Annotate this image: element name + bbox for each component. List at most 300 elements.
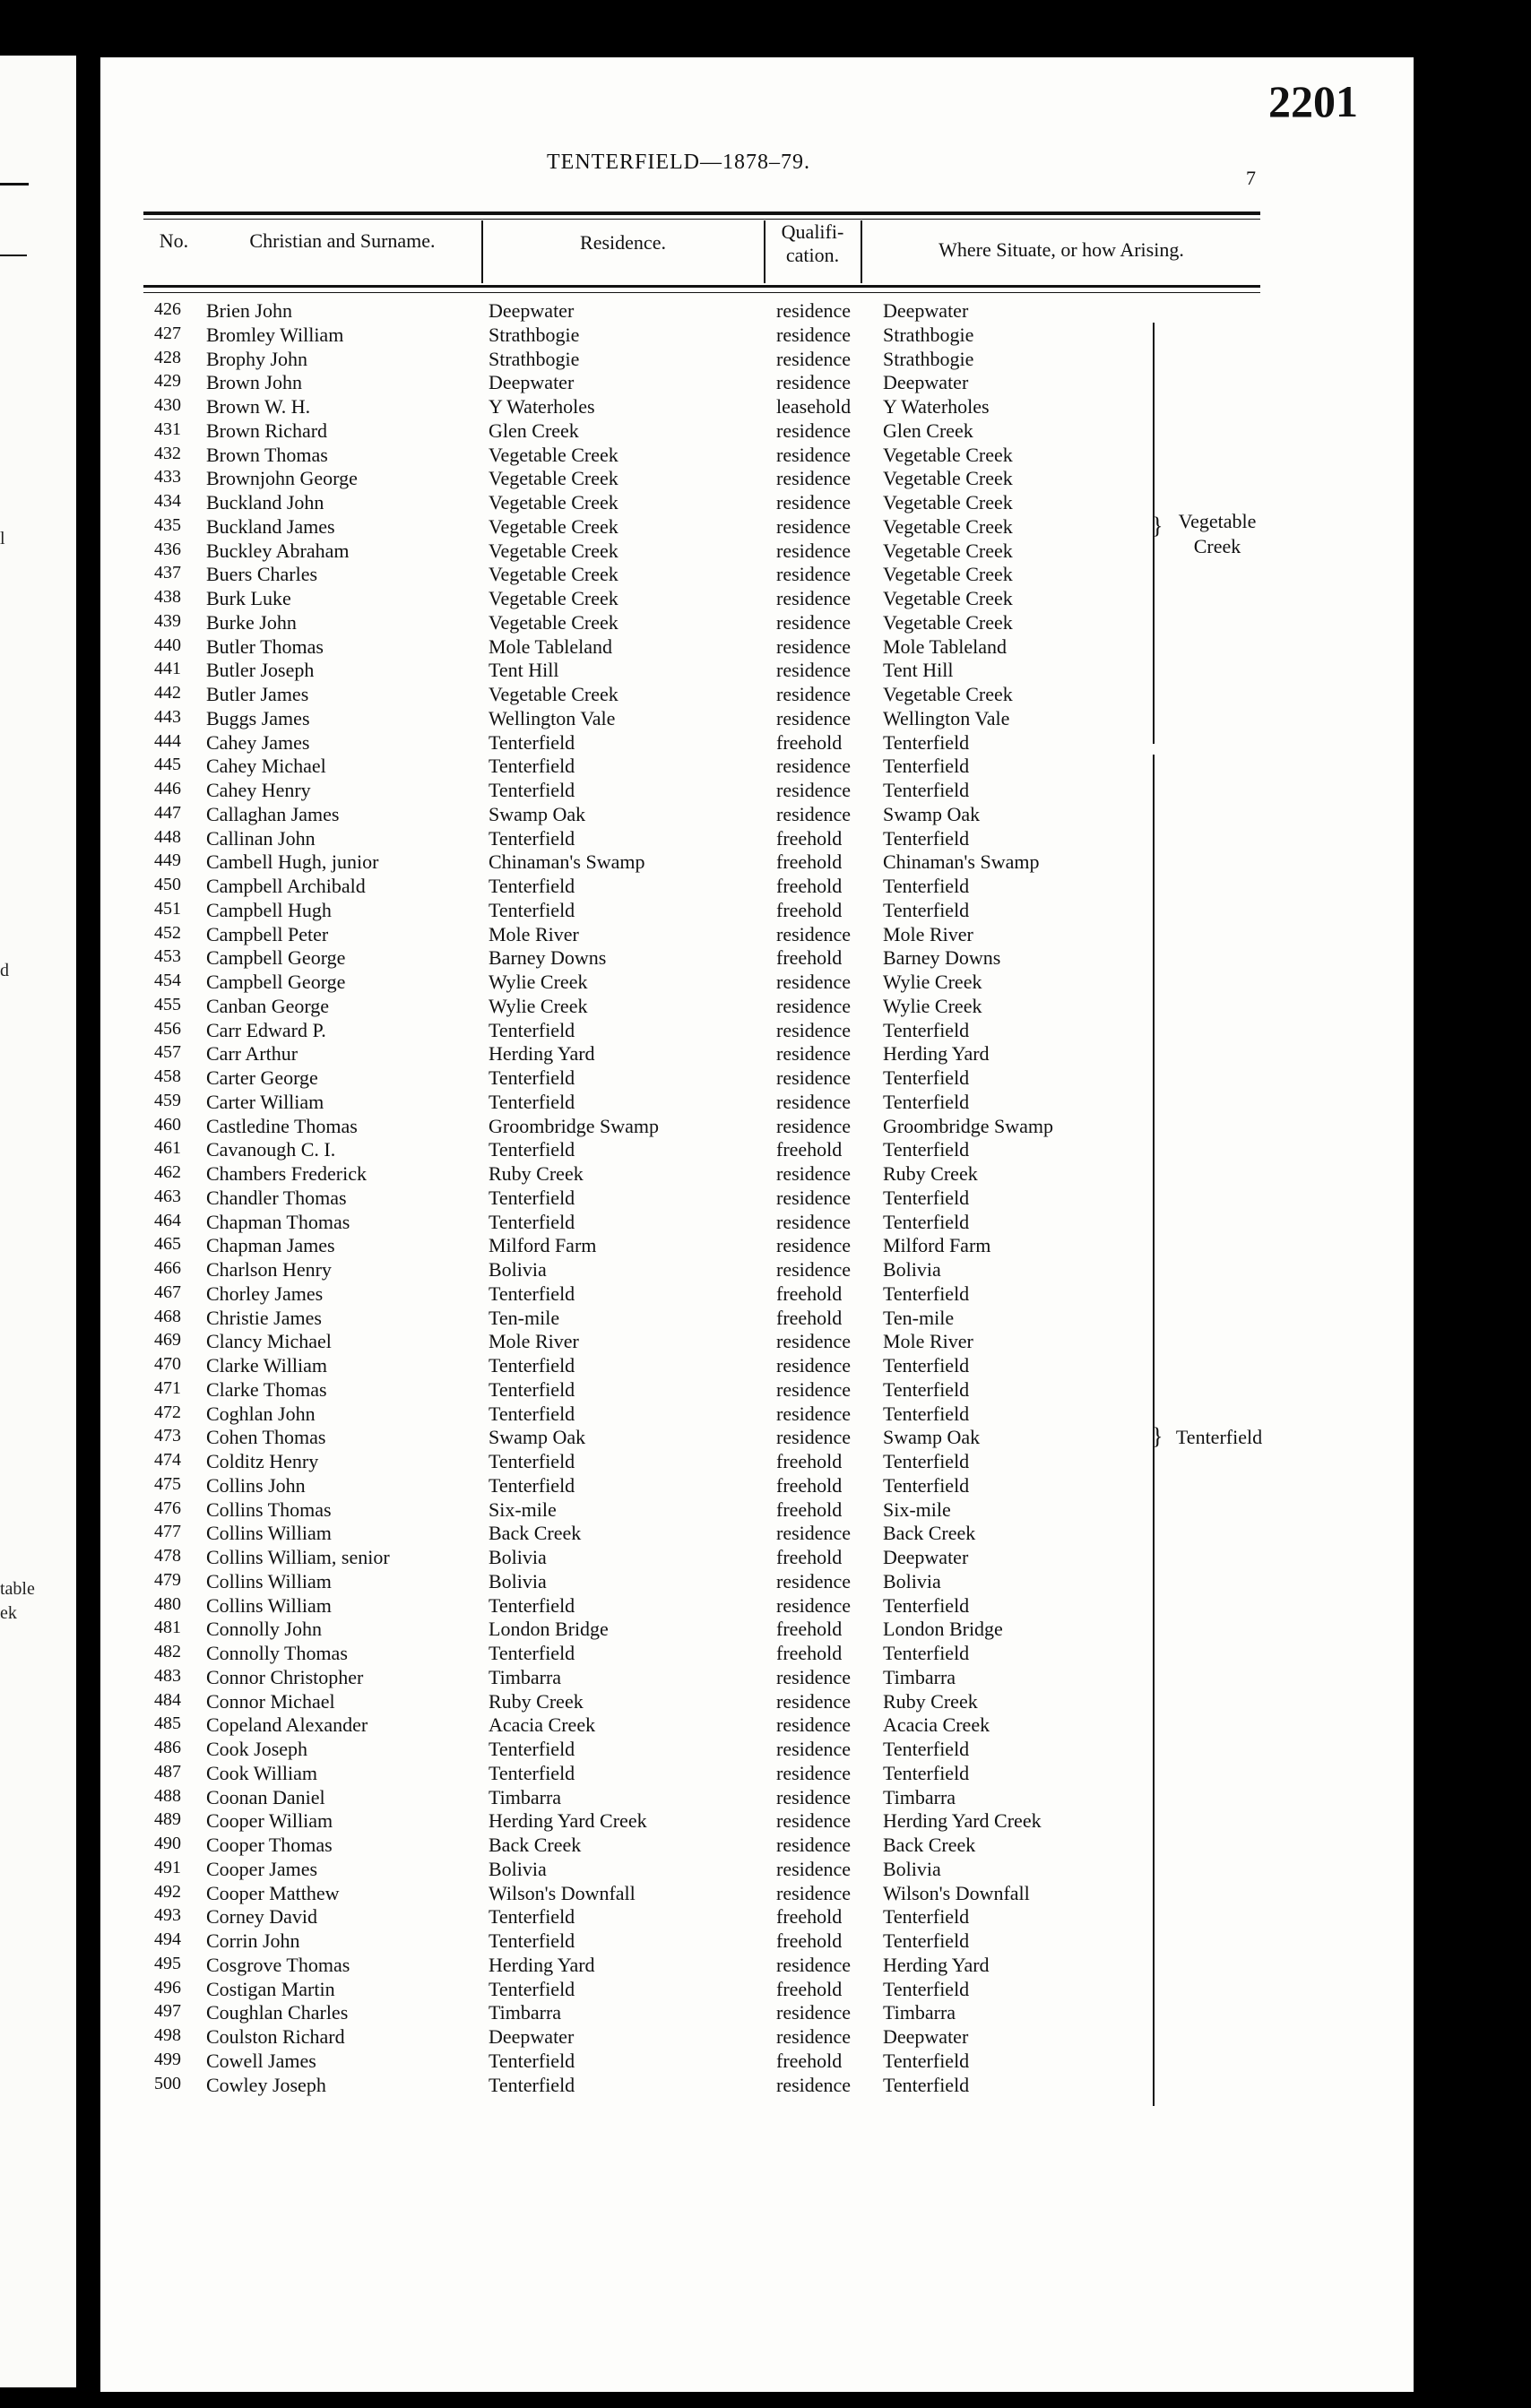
entry-where-situate: Barney Downs [883, 946, 1001, 970]
group-label-tenterfield: Tenterfield [1175, 1426, 1263, 1448]
entry-qualification: residence [776, 1785, 852, 1808]
entry-number: 455 [154, 994, 181, 1014]
entry-residence: Tenterfield [489, 1282, 575, 1305]
entry-residence: Vegetable Creek [489, 563, 618, 586]
table-row [100, 995, 1414, 1019]
entry-number: 481 [154, 1618, 181, 1638]
table-row [100, 1234, 1414, 1258]
entry-qualification: residence [776, 1186, 852, 1209]
entry-where-situate: Back Creek [883, 1834, 976, 1856]
entry-name: Buckland John [206, 491, 324, 514]
entry-residence: Swamp Oak [489, 802, 586, 825]
table-row [100, 1115, 1414, 1139]
entry-number: 439 [154, 610, 181, 631]
entry-residence: Tenterfield [489, 1377, 575, 1401]
header-top-rule-thin [143, 219, 1260, 220]
entry-residence: Timbarra [489, 1785, 562, 1808]
entry-number: 452 [154, 922, 181, 943]
entry-residence: Mole River [489, 1330, 579, 1353]
entry-name: Copeland Alexander [206, 1713, 368, 1737]
entry-qualification: residence [776, 587, 852, 609]
entry-number: 474 [154, 1450, 181, 1470]
entry-name: Cowley Joseph [206, 2073, 326, 2096]
table-row [100, 1138, 1414, 1162]
entry-qualification: residence [776, 371, 852, 394]
table-row [100, 1809, 1414, 1834]
entry-number: 480 [154, 1593, 181, 1614]
entry-qualification: residence [776, 443, 852, 466]
entry-name: Campbell George [206, 946, 346, 970]
entry-where-situate: Deepwater [883, 299, 969, 322]
entry-qualification: residence [776, 1689, 852, 1713]
table-row [100, 1834, 1414, 1858]
table-row [100, 1450, 1414, 1474]
entry-name: Carr Edward P. [206, 1018, 326, 1041]
entry-where-situate: Timbarra [883, 1665, 956, 1688]
entry-where-situate: Tenterfield [883, 826, 970, 850]
entry-name: Campbell Hugh [206, 898, 332, 921]
entry-number: 460 [154, 1114, 181, 1135]
entry-residence: Tenterfield [489, 755, 575, 778]
table-row [100, 1666, 1414, 1690]
table-row [100, 1211, 1414, 1235]
table-row [100, 348, 1414, 372]
table-row [100, 1187, 1414, 1211]
entry-number: 467 [154, 1282, 181, 1302]
entry-number: 485 [154, 1713, 181, 1734]
entry-name: Brown John [206, 371, 302, 394]
entry-qualification: residence [776, 1834, 852, 1856]
entry-number: 458 [154, 1066, 181, 1086]
entry-name: Campbell George [206, 971, 346, 993]
entry-name: Chorley James [206, 1282, 324, 1305]
entry-number: 435 [154, 514, 181, 535]
entry-number: 491 [154, 1857, 181, 1877]
table-row [100, 587, 1414, 611]
entry-residence: Vegetable Creek [489, 514, 618, 538]
entry-where-situate: Tenterfield [883, 1018, 970, 1041]
entry-qualification: freehold [776, 1618, 843, 1641]
entry-number: 444 [154, 730, 181, 751]
entry-residence: Bolivia [489, 1546, 547, 1568]
entry-qualification: residence [776, 1210, 852, 1233]
entry-residence: Tenterfield [489, 1905, 575, 1929]
entry-qualification: freehold [776, 1450, 843, 1472]
entry-name: Callaghan James [206, 802, 340, 825]
entry-number: 465 [154, 1234, 181, 1255]
facing-page-rule [0, 255, 27, 256]
group-bracket-tip: } [1152, 1423, 1163, 1449]
entry-name: Cook Joseph [206, 1738, 308, 1760]
column-separator [764, 220, 766, 283]
entry-qualification: residence [776, 1809, 852, 1833]
entry-qualification: residence [776, 1522, 852, 1545]
entry-residence: Deepwater [489, 2025, 575, 2048]
entry-number: 469 [154, 1330, 181, 1351]
entry-name: Chambers Frederick [206, 1162, 367, 1185]
entry-qualification: freehold [776, 1977, 843, 2000]
header-top-rule [143, 211, 1260, 215]
entry-number: 440 [154, 634, 181, 655]
entry-name: Costigan Martin [206, 1977, 335, 2000]
entry-qualification: residence [776, 2001, 852, 2024]
entry-qualification: freehold [776, 1905, 843, 1929]
table-row [100, 827, 1414, 851]
table-row [100, 1690, 1414, 1714]
entry-where-situate: Tenterfield [883, 875, 970, 897]
table-row [100, 1713, 1414, 1738]
entry-number: 489 [154, 1809, 181, 1830]
entry-number: 450 [154, 875, 181, 894]
table-row [100, 1905, 1414, 1929]
entry-name: Burk Luke [206, 587, 291, 609]
group-bracket-tip: } [1152, 513, 1163, 539]
entry-where-situate: Tenterfield [883, 1905, 970, 1929]
entry-qualification: residence [776, 2073, 852, 2096]
entry-residence: Six-mile [489, 1497, 557, 1521]
entry-where-situate: Chinaman's Swamp [883, 850, 1040, 874]
entry-qualification: leasehold [776, 395, 852, 418]
entry-name: Connor Michael [206, 1689, 335, 1713]
entry-qualification: residence [776, 514, 852, 538]
entry-number: 431 [154, 419, 181, 439]
entry-where-situate: Tenterfield [883, 1090, 970, 1113]
table-row [100, 923, 1414, 947]
entry-number: 471 [154, 1377, 181, 1398]
entry-number: 449 [154, 850, 181, 871]
entry-qualification: residence [776, 755, 852, 778]
entry-number: 462 [154, 1162, 181, 1182]
entry-where-situate: Tenterfield [883, 1761, 970, 1784]
table-row [100, 2001, 1414, 2025]
header-no: No. [159, 229, 189, 252]
entry-qualification: residence [776, 659, 852, 682]
entry-name: Collins William [206, 1593, 332, 1617]
entry-where-situate: Vegetable Creek [883, 443, 1013, 466]
entry-residence: Tenterfield [489, 1138, 575, 1161]
entry-name: Coonan Daniel [206, 1785, 325, 1808]
entry-where-situate: Six-mile [883, 1497, 951, 1521]
entry-qualification: residence [776, 1593, 852, 1617]
entry-residence: Bolivia [489, 1258, 547, 1281]
entry-where-situate: Tenterfield [883, 1473, 970, 1497]
entry-where-situate: Swamp Oak [883, 1426, 981, 1449]
entry-name: Clarke Thomas [206, 1377, 327, 1401]
entry-qualification: freehold [776, 898, 843, 921]
entry-qualification: freehold [776, 1929, 843, 1952]
entry-residence: Milford Farm [489, 1234, 597, 1257]
entry-where-situate: Wilson's Downfall [883, 1881, 1030, 1904]
entry-where-situate: Timbarra [883, 2001, 956, 2024]
entry-residence: Wellington Vale [489, 706, 616, 729]
entry-name: Coughlan Charles [206, 2001, 349, 2024]
table-row [100, 1498, 1414, 1523]
entry-where-situate: Tenterfield [883, 1593, 970, 1617]
entry-qualification: freehold [776, 1306, 843, 1329]
table-row [100, 1618, 1414, 1642]
entry-residence: Tent Hill [489, 659, 559, 682]
entry-number: 464 [154, 1210, 181, 1230]
facing-page-fragment: d [0, 961, 9, 980]
table-row [100, 850, 1414, 875]
entry-qualification: residence [776, 299, 852, 322]
entry-name: Campbell Peter [206, 922, 329, 945]
entry-where-situate: Ruby Creek [883, 1689, 978, 1713]
entry-name: Clarke William [206, 1354, 327, 1377]
entry-where-situate: Strathbogie [883, 347, 974, 370]
table-row [100, 1594, 1414, 1618]
table-row [100, 1066, 1414, 1091]
entry-qualification: residence [776, 347, 852, 370]
table-row [100, 1978, 1414, 2002]
table-row [100, 779, 1414, 803]
table-row [100, 1882, 1414, 1906]
entry-where-situate: Tenterfield [883, 1929, 970, 1952]
sheet-number: 7 [1246, 167, 1256, 189]
entry-number: 459 [154, 1090, 181, 1110]
entry-where-situate: Wylie Creek [883, 994, 982, 1017]
entry-qualification: residence [776, 419, 852, 442]
entry-qualification: residence [776, 539, 852, 562]
entry-where-situate: Y Waterholes [883, 395, 990, 418]
entry-number: 478 [154, 1546, 181, 1566]
group-label-vegetable-creek: Vegetable Creek [1178, 510, 1257, 557]
entry-number: 433 [154, 467, 181, 488]
table-row [100, 1642, 1414, 1666]
entry-where-situate: Tenterfield [883, 2073, 970, 2096]
entry-residence: Strathbogie [489, 347, 580, 370]
table-row [100, 1546, 1414, 1570]
entry-where-situate: Tenterfield [883, 1186, 970, 1209]
entry-where-situate: Ten-mile [883, 1306, 955, 1329]
entry-name: Cooper James [206, 1857, 318, 1880]
entry-number: 498 [154, 2025, 181, 2045]
entry-residence: Tenterfield [489, 730, 575, 754]
header-bottom-rule-thin [143, 292, 1260, 293]
entry-where-situate: Tenterfield [883, 1642, 970, 1664]
header-where: Where Situate, or how Arising. [938, 238, 1184, 261]
entry-residence: Glen Creek [489, 419, 579, 442]
entry-residence: Back Creek [489, 1522, 582, 1545]
table-row [100, 899, 1414, 923]
entry-number: 484 [154, 1689, 181, 1710]
entry-where-situate: Vegetable Creek [883, 539, 1013, 562]
entry-residence: Back Creek [489, 1834, 582, 1856]
entry-qualification: freehold [776, 946, 843, 970]
entry-where-situate: Vegetable Creek [883, 491, 1013, 514]
table-row [100, 1019, 1414, 1043]
entry-number: 486 [154, 1738, 181, 1757]
entry-name: Cahey James [206, 730, 310, 754]
entry-number: 446 [154, 779, 181, 798]
entry-residence: Ruby Creek [489, 1689, 584, 1713]
entry-number: 438 [154, 587, 181, 607]
entry-number: 447 [154, 802, 181, 823]
entry-residence: Tenterfield [489, 1354, 575, 1377]
entry-residence: Tenterfield [489, 875, 575, 897]
entry-where-situate: Mole Tableland [883, 634, 1007, 658]
entry-where-situate: Tenterfield [883, 730, 970, 754]
entry-residence: Vegetable Creek [489, 587, 618, 609]
entry-number: 473 [154, 1426, 181, 1446]
entry-name: Brown Richard [206, 419, 328, 442]
entry-number: 429 [154, 371, 181, 392]
table-row [100, 1354, 1414, 1378]
entry-name: Connor Christopher [206, 1665, 364, 1688]
table-row [100, 1330, 1414, 1354]
entry-where-situate: Herding Yard Creek [883, 1809, 1042, 1833]
entry-number: 437 [154, 563, 181, 583]
entry-name: Canban George [206, 994, 330, 1017]
table-row [100, 1403, 1414, 1427]
entry-name: Connolly Thomas [206, 1642, 348, 1664]
entry-residence: Mole River [489, 922, 579, 945]
entry-residence: Tenterfield [489, 1066, 575, 1089]
register-page [100, 57, 1414, 2392]
entry-where-situate: Vegetable Creek [883, 610, 1013, 634]
table-row [100, 707, 1414, 731]
entry-number: 448 [154, 826, 181, 847]
entry-qualification: residence [776, 683, 852, 705]
entry-residence: Tenterfield [489, 779, 575, 801]
entry-name: Cook William [206, 1761, 317, 1784]
entry-number: 443 [154, 706, 181, 727]
entry-where-situate: Bolivia [883, 1258, 941, 1281]
entry-number: 461 [154, 1138, 181, 1159]
entry-residence: Herding Yard [489, 1042, 595, 1066]
entry-name: Brown W. H. [206, 395, 311, 418]
table-row [100, 875, 1414, 899]
entry-residence: Tenterfield [489, 2049, 575, 2072]
table-row [100, 1378, 1414, 1403]
entry-name: Collins William [206, 1569, 332, 1592]
entry-where-situate: Groombridge Swamp [883, 1114, 1054, 1137]
entry-number: 487 [154, 1761, 181, 1782]
entry-where-situate: Tent Hill [883, 659, 954, 682]
entry-name: Buers Charles [206, 563, 318, 586]
entry-number: 445 [154, 755, 181, 775]
table-row [100, 1091, 1414, 1115]
entry-where-situate: Tenterfield [883, 755, 970, 778]
entry-number: 434 [154, 491, 181, 511]
entry-where-situate: Mole River [883, 1330, 973, 1353]
entry-residence: Tenterfield [489, 1761, 575, 1784]
table-row [100, 635, 1414, 660]
page-title: TENTERFIELD—1878–79. [547, 151, 810, 174]
entry-number: 492 [154, 1881, 181, 1902]
entry-name: Cahey Henry [206, 779, 311, 801]
entry-qualification: residence [776, 2025, 852, 2048]
entry-number: 436 [154, 539, 181, 559]
entry-name: Cosgrove Thomas [206, 1953, 350, 1976]
header-name: Christian and Surname. [249, 229, 436, 252]
entry-name: Cambell Hugh, junior [206, 850, 379, 874]
table-row [100, 1738, 1414, 1762]
entry-residence: Wylie Creek [489, 971, 588, 993]
entry-qualification: residence [776, 1114, 852, 1137]
entry-where-situate: Glen Creek [883, 419, 973, 442]
entry-qualification: residence [776, 1258, 852, 1281]
entry-residence: Herding Yard [489, 1953, 595, 1976]
entry-name: Butler James [206, 683, 309, 705]
entry-where-situate: Vegetable Creek [883, 514, 1013, 538]
entry-where-situate: Tenterfield [883, 1066, 970, 1089]
entry-number: 457 [154, 1042, 181, 1063]
entry-name: Collins William [206, 1522, 332, 1545]
column-separator [481, 220, 483, 283]
entry-where-situate: Deepwater [883, 2025, 969, 2048]
entry-qualification: residence [776, 1953, 852, 1976]
entry-number: 468 [154, 1306, 181, 1326]
table-row [100, 1282, 1414, 1307]
entry-qualification: residence [776, 634, 852, 658]
entry-where-situate: Tenterfield [883, 1377, 970, 1401]
entry-name: Brien John [206, 299, 292, 322]
table-row [100, 419, 1414, 444]
table-row [100, 1954, 1414, 1978]
entry-qualification: residence [776, 802, 852, 825]
entry-qualification: residence [776, 1713, 852, 1737]
entry-where-situate: Wellington Vale [883, 706, 1010, 729]
entry-name: Buckley Abraham [206, 539, 350, 562]
entry-where-situate: Tenterfield [883, 898, 970, 921]
entry-qualification: residence [776, 1881, 852, 1904]
entry-residence: Y Waterholes [489, 395, 595, 418]
table-row [100, 1162, 1414, 1187]
entry-qualification: residence [776, 994, 852, 1017]
entry-number: 493 [154, 1905, 181, 1926]
table-row [100, 299, 1414, 324]
entry-name: Coulston Richard [206, 2025, 345, 2048]
entry-residence: Mole Tableland [489, 634, 612, 658]
facing-page-rule [0, 183, 29, 186]
entry-where-situate: Tenterfield [883, 1138, 970, 1161]
entry-where-situate: Ruby Creek [883, 1162, 978, 1185]
entry-residence: Tenterfield [489, 1450, 575, 1472]
entry-residence: Timbarra [489, 2001, 562, 2024]
entry-where-situate: Wylie Creek [883, 971, 982, 993]
entry-number: 428 [154, 347, 181, 367]
entry-qualification: residence [776, 467, 852, 490]
table-row [100, 1762, 1414, 1786]
entry-residence: Groombridge Swamp [489, 1114, 660, 1137]
entry-where-situate: London Bridge [883, 1618, 1003, 1641]
entry-where-situate: Tenterfield [883, 1354, 970, 1377]
entry-qualification: residence [776, 1402, 852, 1425]
entry-residence: Tenterfield [489, 826, 575, 850]
entry-residence: Swamp Oak [489, 1426, 586, 1449]
entry-qualification: freehold [776, 2049, 843, 2072]
entry-residence: Deepwater [489, 299, 575, 322]
entry-qualification: residence [776, 1426, 852, 1449]
entry-name: Butler Thomas [206, 634, 324, 658]
entry-name: Coghlan John [206, 1402, 316, 1425]
entry-residence: Tenterfield [489, 2073, 575, 2096]
entry-qualification: residence [776, 1234, 852, 1257]
entry-qualification: freehold [776, 1282, 843, 1305]
entry-where-situate: Herding Yard [883, 1953, 990, 1976]
entry-residence: Vegetable Creek [489, 539, 618, 562]
entry-qualification: freehold [776, 1473, 843, 1497]
entry-number: 483 [154, 1665, 181, 1686]
entry-residence: Acacia Creek [489, 1713, 596, 1737]
entry-name: Callinan John [206, 826, 316, 850]
entry-number: 488 [154, 1785, 181, 1806]
table-row [100, 1307, 1414, 1331]
entry-where-situate: Mole River [883, 922, 973, 945]
entry-number: 456 [154, 1018, 181, 1039]
facing-page-fragment: table [0, 1579, 35, 1599]
